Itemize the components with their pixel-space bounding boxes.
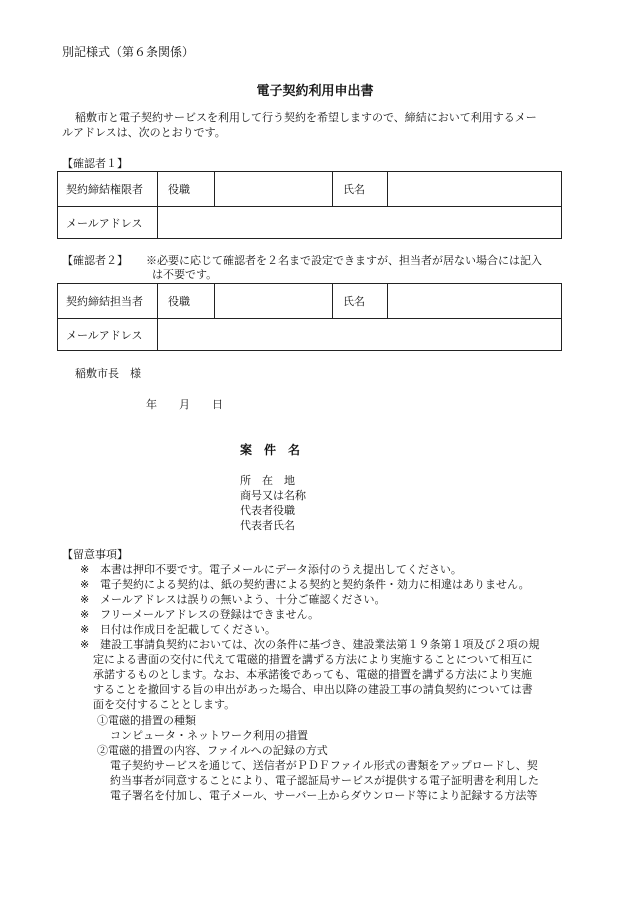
note-item <box>80 622 276 637</box>
confirmer2-position-label: 役職 <box>158 284 215 319</box>
confirmer1-position-field[interactable] <box>215 172 333 207</box>
note-mark: ※ <box>80 578 90 591</box>
confirmer2-table <box>57 283 562 351</box>
sub2-heading: ②電磁的措置の内容、ファイルへの記録の方式 <box>97 744 328 757</box>
project-field-rep-title: 代表者役職 <box>240 504 295 517</box>
notes-heading: 【留意事項】 <box>62 548 128 561</box>
confirmer1-heading: 【確認者１】 <box>62 157 128 170</box>
note-text: 建設工事請負契約においては、次の条件に基づき、建設業法第１９条第１項及び２項の規 <box>100 638 540 651</box>
confirmer2-email-label: メールアドレス <box>58 319 158 351</box>
confirmer2-name-field[interactable] <box>388 284 562 319</box>
confirmer2-heading: 【確認者２】 <box>62 254 128 267</box>
confirmer2-email-field[interactable] <box>158 319 562 351</box>
page-title: 電子契約利用申出書 <box>256 84 374 99</box>
note-item <box>80 592 385 607</box>
note-text: 日付は作成日を記載してください。 <box>100 623 276 636</box>
note-text: メールアドレスは誤りの無いよう、十分ご確認ください。 <box>100 593 386 606</box>
confirmer1-table <box>57 171 562 239</box>
note-mark: ※ <box>80 593 90 606</box>
note-text: 本書は押印不要です。電子メールにデータ添付のうえ提出してください。 <box>100 563 462 576</box>
confirmer1-email-label: メールアドレス <box>58 207 158 239</box>
note-mark: ※ <box>80 638 90 651</box>
confirmer2-name-label: 氏名 <box>333 284 388 319</box>
note-continuation: 承諾するものとします。なお、本承諾後であっても、電磁的措置を講ずる方法により実施 <box>93 668 533 681</box>
note-text: 電子契約による契約は、紙の契約書による契約と契約条件・効力に相違はありません。 <box>100 578 530 591</box>
addressee: 稲敷市長 様 <box>75 367 141 380</box>
project-name-label: 案 件 名 <box>240 443 301 457</box>
note-mark: ※ <box>80 623 90 636</box>
note-item <box>80 607 319 622</box>
sub2-body-line: 電子署名を付加し、電子メール、サーバー上からダウンロード等により記録する方法等 <box>110 789 538 802</box>
note-item-construction <box>80 637 540 652</box>
project-field-company: 商号又は名称 <box>240 489 306 502</box>
project-field-rep-name: 代表者氏名 <box>240 519 295 532</box>
sub1-heading: ①電磁的措置の種類 <box>97 714 196 727</box>
sub1-body: コンピュータ・ネットワーク利用の措置 <box>110 729 308 742</box>
confirmer1-role-label: 契約締結権限者 <box>58 172 158 207</box>
confirmer1-name-label: 氏名 <box>333 172 388 207</box>
note-continuation: 面を交付することとします。 <box>93 698 236 711</box>
sub2-body-line: 電子契約サービスを通じて、送信者がＰＤＦファイル形式の書類をアップロードし、契 <box>110 759 538 772</box>
note-item <box>80 577 530 592</box>
note-mark: ※ <box>80 563 90 576</box>
intro-line-2: ルアドレスは、次のとおりです。 <box>62 126 226 139</box>
project-field-address: 所 在 地 <box>240 474 295 487</box>
form-reference: 別記様式（第６条関係） <box>62 45 195 59</box>
note-mark: ※ <box>80 608 90 621</box>
confirmer2-note-line-1: ※必要に応じて確認者を２名まで設定できますが、担当者が居ない場合には記入 <box>146 254 542 267</box>
confirmer2-position-field[interactable] <box>215 284 333 319</box>
date-line: 年 月 日 <box>146 398 223 411</box>
note-continuation: することを撤回する旨の申出があった場合、申出以降の建設工事の請負契約については書 <box>93 683 533 696</box>
confirmer2-role-label: 契約締結担当者 <box>58 284 158 319</box>
intro-line-1: 稲敷市と電子契約サービスを利用して行う契約を希望しますので、締結において利用するメー <box>75 111 537 124</box>
confirmer1-name-field[interactable] <box>388 172 562 207</box>
note-text: フリーメールアドレスの登録はできません。 <box>100 608 320 621</box>
confirmer1-position-label: 役職 <box>158 172 215 207</box>
note-item <box>80 562 462 577</box>
note-continuation: 定による書面の交付に代えて電磁的措置を講ずる方法により実施することについて相互に <box>93 653 533 666</box>
confirmer2-note-line-2: は不要です。 <box>152 268 218 281</box>
sub2-body-line: 約当事者が同意することにより、電子認証局サービスが提供する電子証明書を利用した <box>110 774 539 787</box>
confirmer1-email-field[interactable] <box>158 207 562 239</box>
